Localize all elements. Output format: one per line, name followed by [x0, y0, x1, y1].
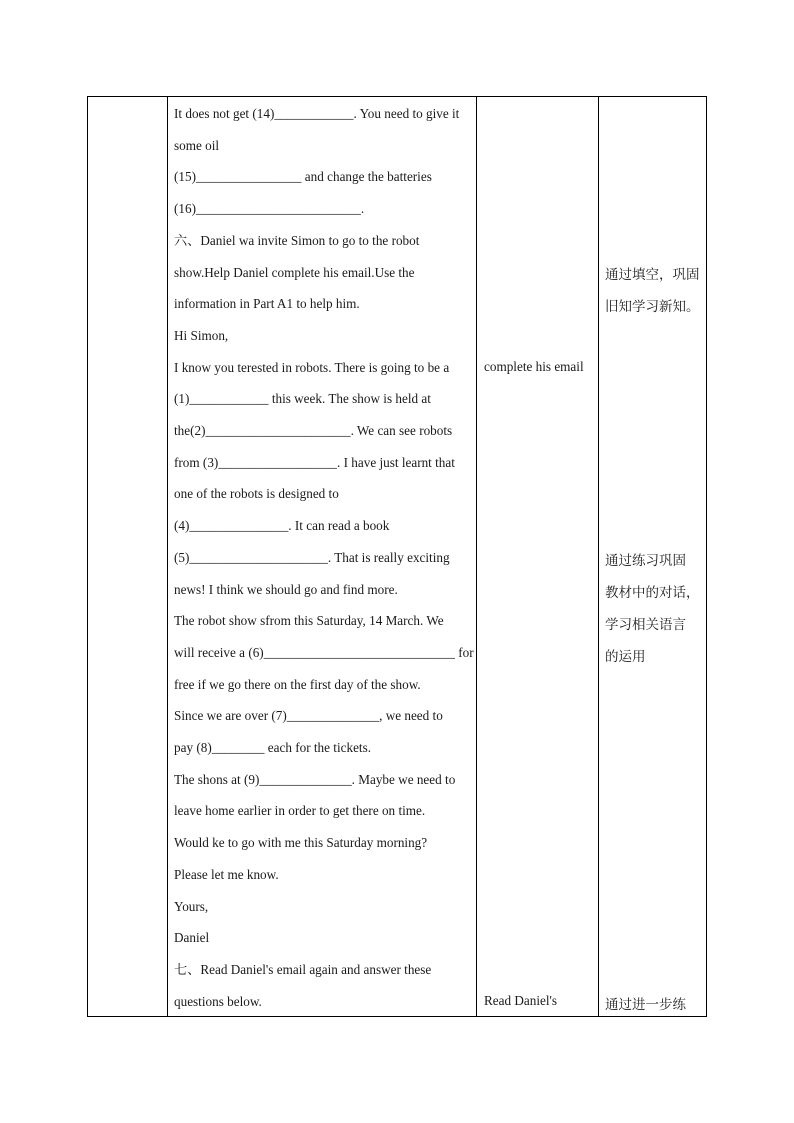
text-line [174, 899, 208, 915]
line-text: some oil [174, 137, 220, 153]
line-text: It does not get (14) [174, 106, 275, 121]
purpose-text: 通过进一步练 [605, 997, 686, 1013]
text-line [174, 994, 262, 1010]
text-line [174, 106, 459, 122]
line-text: news! I think we should go and find more. [174, 581, 398, 597]
purpose-column-cell [599, 97, 707, 1017]
line-text: free if we go there on the first day of the show. [174, 676, 421, 692]
purpose-text: 旧知学习新知。 [605, 299, 700, 315]
text-line [174, 677, 421, 693]
line-text: 七、Read Daniel's email again and answer these [174, 961, 432, 977]
text-line [174, 582, 398, 598]
step-column-cell [88, 97, 168, 1017]
text-line [174, 360, 449, 376]
line-text: I know you terested in robots. There is going to be a [174, 359, 450, 375]
line-text: . It can read a book [288, 518, 390, 534]
text-line [174, 201, 364, 217]
line-text: from (3) [174, 454, 219, 470]
answer-blank: ____________ [189, 391, 269, 407]
line-text: , we need to [379, 708, 443, 724]
text-line [174, 835, 427, 851]
line-text: (4) [174, 518, 190, 534]
line-text: . I have just learnt that [337, 454, 455, 470]
line-text: . [360, 201, 365, 217]
line-text: Would ke to go with me this Saturday morning? [174, 835, 428, 851]
text-line [174, 930, 209, 946]
activity-text: complete his email [484, 359, 584, 374]
answer-blank: ______________________ [205, 423, 351, 438]
line-text: will receive a (6) [174, 644, 264, 660]
answer-blank: ____________ [274, 106, 354, 121]
text-line [174, 518, 389, 534]
answer-blank: __________________ [218, 454, 337, 470]
line-text: The robot show sfrom this Saturday, 14 March. We [174, 613, 444, 629]
text-line [174, 296, 360, 312]
line-text: Hi Simon, [174, 327, 229, 343]
line-text: questions below. [174, 993, 262, 1009]
line-text: (5) [174, 549, 190, 565]
text-line [174, 645, 474, 661]
answer-blank: ______________ [286, 708, 380, 724]
text-line [174, 867, 279, 883]
text-line [174, 328, 228, 344]
text-line [174, 962, 431, 978]
exercise-text [168, 97, 476, 1016]
text-line [174, 772, 455, 788]
line-text: (1) [174, 391, 190, 407]
activity-text: Read Daniel's [484, 993, 558, 1008]
text-line [174, 550, 450, 566]
line-text: . We can see robots [350, 423, 453, 438]
answer-blank: _____________________ [189, 549, 328, 565]
line-text: . You need to give it [353, 106, 460, 121]
line-text: (15) [174, 169, 196, 185]
line-text: this week. The show is held at [268, 391, 431, 407]
text-line [174, 169, 432, 185]
text-line [174, 708, 443, 724]
line-text: (16) [174, 201, 196, 217]
text-line [174, 613, 444, 629]
line-text: pay (8) [174, 740, 212, 755]
line-text: Since we are over (7) [174, 708, 287, 724]
line-text: Yours, [174, 898, 209, 914]
purpose-text: 通过练习巩固 [605, 553, 686, 569]
table-row [88, 97, 707, 1017]
lesson-plan-table [87, 96, 707, 1017]
content-column-cell [168, 97, 477, 1017]
line-text: . That is really exciting [327, 549, 450, 565]
activity-column-cell [477, 97, 599, 1017]
answer-blank: ________________ [195, 169, 302, 185]
text-line [174, 233, 419, 249]
answer-blank: _________________________ [195, 201, 361, 217]
answer-blank: _______________ [189, 518, 289, 534]
line-text: for [454, 644, 474, 660]
purpose-text: 学习相关语言 [605, 617, 686, 633]
text-line [174, 265, 414, 281]
line-text: 六、Daniel wa invite Simon to go to the robot [174, 232, 420, 248]
line-text: the(2) [174, 423, 206, 438]
line-text: show.Help Daniel complete his email.Use the [174, 264, 415, 280]
purpose-text: 的运用 [605, 649, 646, 665]
line-text: Daniel [174, 930, 210, 946]
answer-blank: ________ [211, 740, 265, 755]
line-text: . Maybe we need to [351, 771, 456, 787]
line-text: each for the tickets. [264, 740, 372, 755]
purpose-text: 教材中的对话， [605, 585, 700, 601]
answer-blank: _____________________________ [263, 644, 455, 660]
text-line [174, 138, 219, 154]
text-line [174, 391, 431, 407]
line-text: The shons at (9) [174, 771, 260, 787]
line-text: Please let me know. [174, 866, 279, 882]
line-text: leave home earlier in order to get there on time. [174, 803, 426, 819]
line-text: one of the robots is designed to [174, 486, 339, 502]
line-text: information in Part A1 to help him. [174, 296, 360, 312]
text-line [174, 423, 452, 439]
text-line [174, 455, 455, 471]
text-line [174, 803, 425, 819]
answer-blank: ______________ [259, 771, 352, 787]
line-text: and change the batteries [301, 169, 432, 185]
text-line [174, 740, 371, 756]
text-line [174, 486, 339, 502]
purpose-text: 通过填空，巩固 [605, 267, 700, 283]
